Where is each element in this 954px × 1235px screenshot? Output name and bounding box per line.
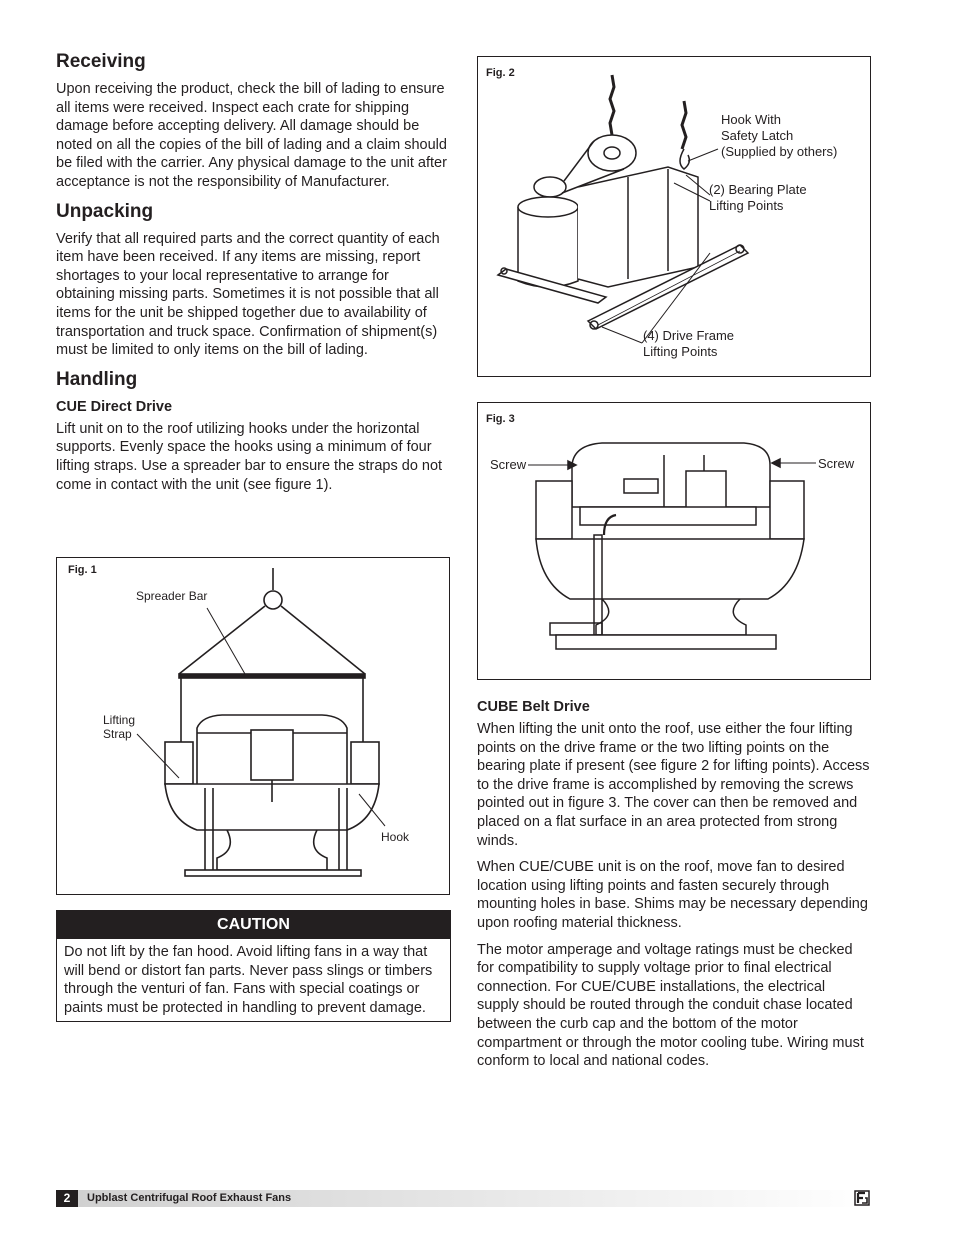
cube-para-2: When CUE/CUBE unit is on the roof, move fan to desired location using lifting points and fasten securely through mounting holes in base. Shims may be necessary depending upon roofing material thickness.	[477, 859, 868, 931]
hook-callout: Hook	[381, 830, 410, 844]
drive-frame-callout: (4) Drive Frame Lifting Points	[643, 328, 735, 359]
figure-3	[477, 402, 871, 680]
cue-direct-drive-subheading: CUE Direct Drive	[56, 398, 173, 415]
screw-right-callout: Screw	[818, 456, 855, 471]
unpacking-body: Verify that all required parts and the correct quantity of each item have been received. If any items are missing, report shortages to your local representative to arrange for obtaining missing parts. Sometimes it is not possible that all items for the unit be shipped together due to availability of transportation and truck space. Confirmation of shipment(s) must be limited to only items on the bill of lading.	[56, 230, 440, 359]
cube-para-3: The motor amperage and voltage ratings must be checked for compatibility to supply voltage prior to final electrical connection. For CUE/CUBE installations, the electrical supply should be routed through the conduit chase located between the curb cap and the bottom of the motor compartment or through the motor cooling tube. Wiring must conform to local and national codes.	[477, 941, 864, 1070]
cube-para-1: When lifting the unit onto the roof, use either the four lifting points on the drive frame or the two lifting points on the bearing plate if present (see figure 2 for lifting points). Access to the drive frame is accomplished by removing the screws pointed out in figure 3. The cover can then be removed and placed on a flat surface in an area protected from strong winds.	[477, 721, 870, 849]
cue-direct-drive-body: Lift unit on to the roof utilizing hooks under the horizontal supports. Evenly space the hooks using a minimum of four lifting straps. Use a spreader bar to ensure the straps do not come in contact with the unit (see figure 1).	[56, 420, 443, 493]
lifting-strap-callout: Lifting Strap	[103, 713, 136, 741]
unpacking-heading: Unpacking	[56, 200, 154, 222]
caution-box	[56, 910, 451, 1022]
hook-safety-latch-callout: Hook With Safety Latch (Supplied by others)	[721, 112, 838, 159]
page-number: 2	[56, 1190, 78, 1207]
handling-heading: Handling	[56, 368, 138, 390]
footer-title: Upblast Centrifugal Roof Exhaust Fans	[87, 1192, 292, 1204]
bearing-plate-callout: (2) Bearing Plate Lifting Points	[709, 182, 807, 213]
cube-belt-drive-subheading: CUBE Belt Drive	[477, 699, 590, 715]
caution-title: CAUTION	[57, 911, 450, 939]
caution-body: Do not lift by the fan hood. Avoid lifting fans in a way that will bend or distort fan parts. Never pass slings or timbers through the venturi of fan. Fans with special coatings or paints must be protected in handling to prevent damage.	[64, 944, 433, 1016]
receiving-body: Upon receiving the product, check the bill of lading to ensure all items were received. Inspect each crate for shipping damage before accepting delivery. All damage should be noted on all the copies of the bill of lading and a claim should be filed with the carrier. Any physical damage to the unit after acceptance is not the responsibility of Manufacturer.	[56, 81, 447, 190]
brand-logo-icon	[854, 1190, 870, 1206]
figure-3-label: Fig. 3	[486, 413, 515, 425]
receiving-heading: Receiving	[56, 51, 146, 72]
page-footer	[56, 1190, 870, 1207]
figure-2	[477, 56, 871, 377]
figure-2-label: Fig. 2	[486, 67, 515, 79]
figure-1	[56, 557, 450, 895]
left-column	[56, 50, 449, 502]
figure-3-illustration	[478, 403, 870, 679]
screw-left-callout: Screw	[490, 457, 527, 472]
figure-1-label: Fig. 1	[68, 564, 97, 576]
cube-belt-drive-section	[477, 698, 870, 1079]
spreader-bar-callout: Spreader Bar	[136, 589, 208, 603]
